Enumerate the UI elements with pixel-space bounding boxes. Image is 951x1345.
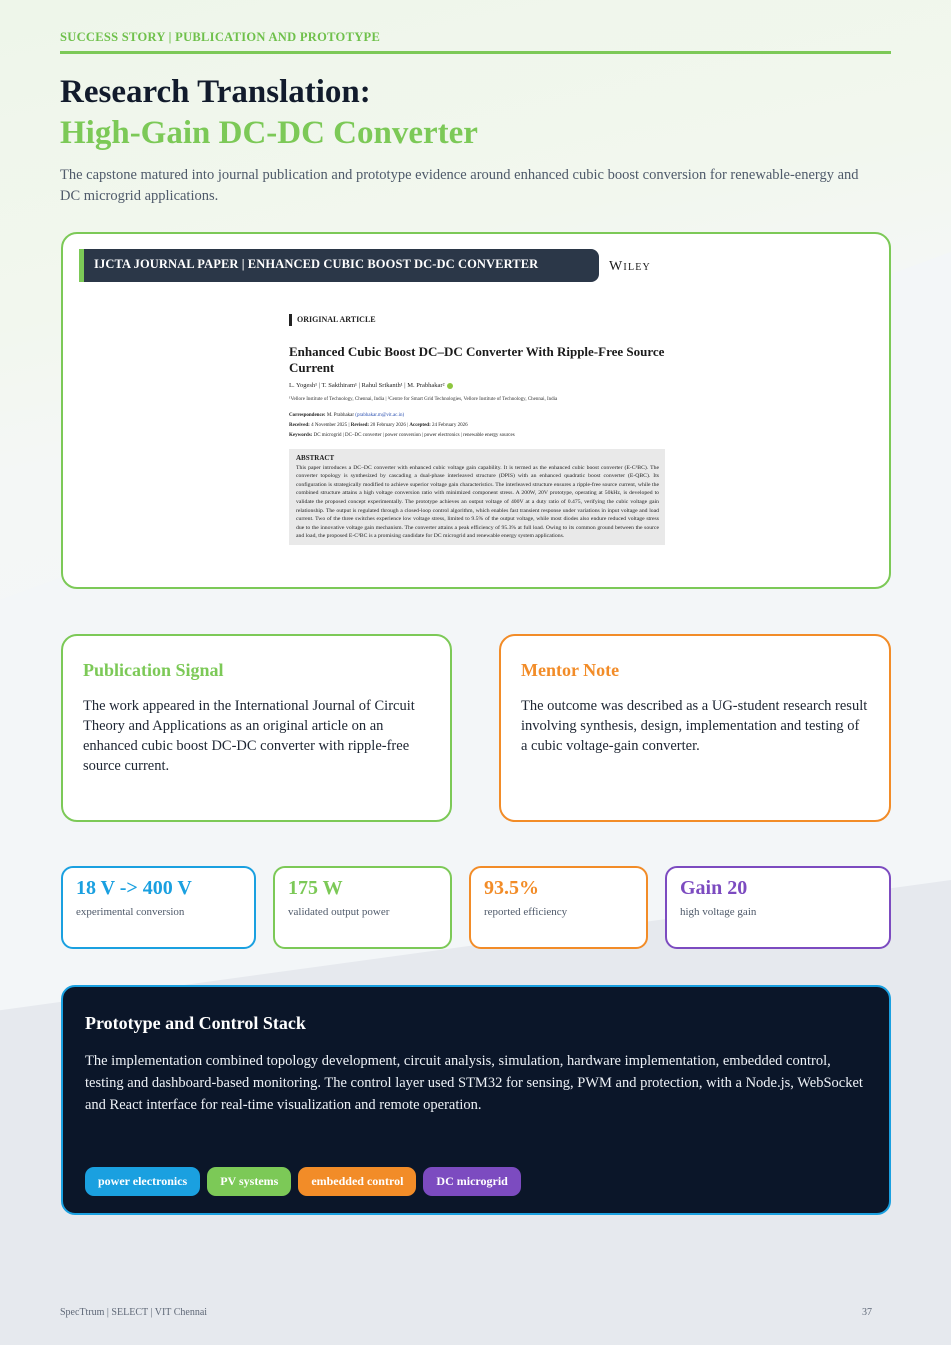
prototype-heading: Prototype and Control Stack [85,1013,306,1033]
page-title-line1: Research Translation: [60,74,371,110]
section-kicker: SUCCESS STORY | PUBLICATION AND PROTOTYPE [60,30,891,54]
publication-signal-body: The work appeared in the International Journal of Circuit Theory and Applications as an original article on an enhanced cubic boost DC-DC converter with ripple-free source current. [83,698,415,774]
tag-power-electronics: power electronics [85,1167,200,1196]
article-title: Enhanced Cubic Boost DC–DC Converter With Ripple-Free Source Current [289,344,665,375]
mentor-note-heading: Mentor Note [521,660,620,680]
dates-line: Received: 4 November 2025 | Revised: 20 February 2026 | Accepted: 24 February 2026 [289,423,468,428]
publisher-logo: Wiley [609,259,651,274]
revised-date: 20 February 2026 [370,423,406,428]
stat-card-conversion [61,866,256,949]
publication-signal-heading: Publication Signal [83,660,224,680]
publication-signal-card [61,634,452,822]
mentor-note-body: The outcome was described as a UG-student research result involving synthesis, design, implementation and testing of a cubic voltage-gain converter. [521,698,868,754]
page-number: 37 [862,1307,872,1318]
received-label: Received: [289,423,310,428]
abstract-heading: ABSTRACT [296,454,335,462]
article-affiliations: ¹Vellore Institute of Technology, Chennai, India | ²Centre for Smart Grid Technologies, Vellore Institute of Technology, Chennai, India [289,397,558,402]
stat-label: experimental conversion [76,906,185,918]
stat-card-efficiency [469,866,648,949]
tag-pv-systems: PV systems [207,1167,291,1196]
footer-publication-name: SpecTtrum | SELECT | VIT Chennai [60,1307,208,1318]
journal-paper-card [61,232,891,589]
abstract-box [289,449,665,545]
revised-label: Revised: [350,423,370,428]
article-meta [289,411,665,441]
tag-dc-microgrid: DC microgrid [423,1167,520,1196]
keywords-line [289,431,665,441]
tag-list [85,1167,521,1196]
page-subtitle: The capstone matured into journal publication and prototype evidence around enhanced cubic boost conversion for renewable-energy and DC microgrid applications. [60,167,859,204]
stat-card-power [273,866,452,949]
stat-value: 175 W [288,877,343,899]
mentor-note-card [499,634,891,822]
accepted-date: 24 February 2026 [432,423,468,428]
stat-label: high voltage gain [680,906,757,918]
correspondence-email: (prabhakar.m@vit.ac.in) [355,413,405,418]
paper-banner: IJCTA JOURNAL PAPER | ENHANCED CUBIC BOOST DC-DC CONVERTER [79,249,599,282]
prototype-stack-card [61,985,891,1215]
correspondence-line [289,411,665,421]
stat-value: 18 V -> 400 V [76,877,192,899]
tag-embedded-control: embedded control [298,1167,416,1196]
correspondence-name: M. Prabhakar [326,413,355,418]
prototype-body: The implementation combined topology development, circuit analysis, simulation, hardware implementation, embedded control, testing and dashboard-based monitoring. The control layer used STM32 for sensing, PWM and protection, with a Node.js, WebSocket and React interface for real-time visualization and remote operation. [85,1053,863,1113]
accepted-label: Accepted: [409,423,431,428]
orcid-icon [447,383,453,389]
keywords-label: Keywords: [289,433,313,438]
correspondence-label: Correspondence: [289,413,326,418]
page-title-line2: High-Gain DC-DC Converter [60,115,478,151]
stat-label: validated output power [288,906,390,918]
article-authors: L. Yogesh¹ | T. Sakthiram¹ | Rahul Srikanth¹ | M. Prabhakar² [289,382,445,389]
stat-label: reported efficiency [484,906,568,918]
keywords-text: DC microgrid | DC–DC converter | power conversion | power electronics | renewable energy sources [313,433,515,438]
article-authors-row [289,382,665,389]
paper-first-page [289,314,665,545]
article-type: ORIGINAL ARTICLE [289,314,665,326]
abstract-text: This paper introduces a DC–DC converter with enhanced cubic voltage gain capability. It is termed as the enhanced cubic boost converter (E-C³BC). The converter topology is synthesized by cascading a dual-phase interleaved structure (DPIS) with an enhanced quadratic boost converter (E-QBC). Its configuration is strategically modified to achieve superior voltage gain characteristics. The interleaved structure ensures a ripple-free source current, while the combined structure attains a high voltage conversion ratio with minimized component stress. A 200W, 20V prototype, operating at 50kHz, is developed to validate the proposed concept experimentally. The prototype achieves an output voltage of 400V at a duty ratio of 0.475, verifying the cubic voltage gain relationship. The output is regulated through a closed-loop control algorithm, which enables fast transient response under variations in input voltage and load current. Two of the three switches experience low voltage stress, limited to 9.5% of the output voltage, while most diodes also endure reduced voltage stress due to the innovative voltage gain mechanism. The converter attains a peak efficiency of 95.3% at full load. Owing to its common ground between the source and load, the proposed E-C³BC is a promising candidate for DC microgrid and renewable energy system applications. [296,464,659,540]
stat-card-gain [665,866,891,949]
stat-value: 93.5% [484,877,539,899]
stat-value: Gain 20 [680,877,748,899]
received-date: 4 November 2025 [311,423,348,428]
